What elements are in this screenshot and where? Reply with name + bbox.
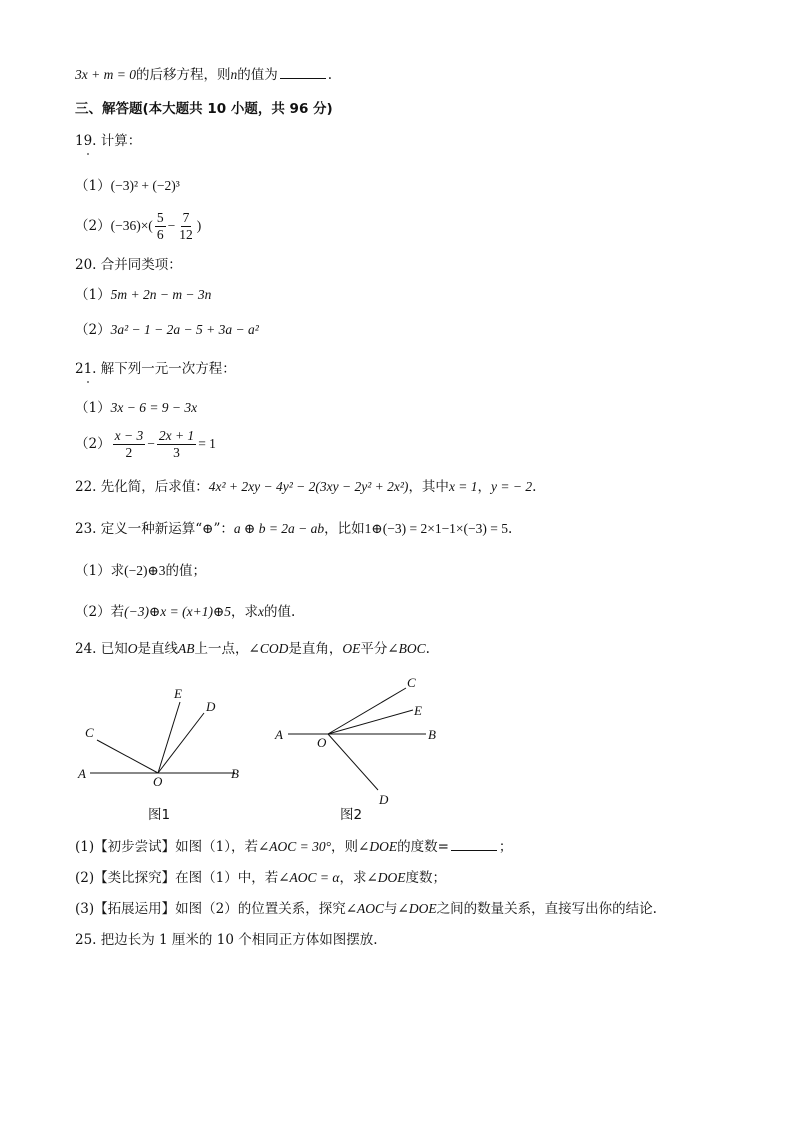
q24-p1-post: 的度数= [397, 839, 449, 855]
q19-label: 19. 计算： [75, 133, 142, 149]
q19-expr1: (−3)² + (−2)³ [110, 178, 180, 193]
q24-text: 是直线 [137, 641, 179, 657]
q21-part2 [75, 428, 216, 461]
line-ab: AB [178, 641, 195, 656]
q19-expr2-pre: (−36)×( [110, 218, 153, 233]
answer-blank[interactable] [280, 66, 326, 79]
q24-label: 24. 已知 [75, 641, 128, 657]
q24-p1-mid: ，则 [331, 839, 359, 855]
q24 [75, 640, 430, 658]
fig2-label-a: A [275, 727, 283, 742]
fig1-label-c: C [85, 725, 94, 740]
figure-1 [70, 680, 270, 810]
q23-def: a ⊕ b = 2a − ab [233, 521, 325, 536]
part-label: （1） [75, 287, 111, 303]
figure-2-caption: 图2 [340, 807, 363, 823]
prev-var: n [230, 67, 238, 82]
point-o: O [127, 641, 138, 656]
part-label: （2） [75, 218, 111, 234]
q19-part2 [75, 210, 201, 243]
fig2-label-d: D [379, 792, 389, 807]
angle-boc: ∠BOC [387, 641, 426, 656]
dot-mark [87, 153, 89, 155]
fig1-ray-oc [97, 740, 158, 773]
q23-end: . [508, 521, 513, 537]
q23-var-x: x [258, 604, 265, 619]
q22-label: 22. 先化简，后求值： [75, 479, 209, 495]
q23-p2-end: 的值. [264, 604, 296, 620]
q22-expr: 4x² + 2xy − 4y² − 2(3xy − 2y² + 2x²) [208, 479, 409, 494]
q23-expr2: (−3)⊕x = (x+1)⊕5 [124, 604, 232, 619]
prev-text-2: 的值为 [237, 67, 278, 83]
minus-sign: − [147, 436, 155, 451]
q19-part1 [75, 177, 180, 195]
fraction [155, 210, 166, 243]
q24-p1-pre: (1)【初步尝试】如图（1），若 [75, 839, 258, 855]
denominator: 2 [125, 445, 133, 460]
section-title: 三、解答题(本大题共 10 小题，共 96 分) [75, 101, 333, 117]
q24-p2-mid: ，求 [339, 870, 367, 886]
q24-part1 [75, 838, 512, 856]
equals-one: = 1 [198, 436, 216, 451]
angle-cod: ∠COD [248, 641, 289, 656]
q24-p2-expr: ∠AOC = α [278, 870, 340, 885]
fraction [177, 210, 195, 243]
fraction [113, 428, 146, 461]
q23 [75, 520, 512, 538]
fig1-ray-oe [158, 702, 180, 773]
q22 [75, 478, 536, 496]
fig2-label-o: O [317, 735, 327, 750]
fig2-ray-oe [328, 710, 413, 734]
angle-doe: ∠DOE [358, 839, 398, 854]
figure-2 [268, 672, 458, 812]
fig2-label-c: C [407, 675, 416, 690]
q20-part2 [75, 321, 259, 339]
fraction [157, 428, 196, 461]
numerator: 5 [156, 210, 164, 225]
numerator: x − 3 [114, 428, 144, 443]
prev-text: 的后移方程，则 [135, 67, 231, 83]
q23-expr1: (−2)⊕3 [124, 563, 166, 578]
fig1-ray-od [158, 713, 204, 773]
q24-end: . [425, 641, 430, 657]
q24-p3-and: 与 [384, 901, 398, 917]
fig1-label-d: D [206, 699, 216, 714]
denominator: 6 [156, 227, 164, 242]
q24-part2 [75, 869, 446, 887]
part-label: （1） [75, 178, 111, 194]
q22-where: ，其中 [408, 479, 449, 495]
q22-x: x = 1 [448, 479, 478, 494]
angle-doe: ∠DOE [397, 901, 437, 916]
q23-example: 1⊕(−3) = 2×1−1×(−3) = 5 [364, 521, 509, 536]
q24-part3 [75, 900, 657, 918]
figure-1-caption: 图1 [148, 807, 171, 823]
fig2-label-b: B [428, 727, 436, 742]
q21-label: 21. 解下列一元一次方程： [75, 361, 236, 377]
q23-p2-post: ，求 [231, 604, 259, 620]
numerator: 2x + 1 [158, 428, 195, 443]
prev-question-tail [75, 66, 332, 84]
denominator: 12 [179, 227, 193, 242]
q20-expr1: 5m + 2n − m − 3n [110, 287, 212, 302]
prev-end: . [327, 67, 333, 83]
fig1-label-o: O [153, 774, 163, 789]
angle-doe: ∠DOE [366, 870, 406, 885]
q20-expr2: 3a² − 1 − 2a − 5 + 3a − a² [110, 322, 259, 337]
q20-label: 20. 合并同类项： [75, 257, 182, 273]
minus-sign: − [167, 218, 176, 233]
fig2-ray-oc [328, 688, 406, 734]
close-paren: ) [196, 218, 202, 233]
q23-p1-post: 的值； [165, 563, 207, 579]
q22-end: . [532, 479, 537, 495]
angle-aoc: ∠AOC [345, 901, 385, 916]
q24-p2-pre: (2)【类比探究】在图（1）中，若 [75, 870, 279, 886]
fig2-label-e: E [414, 703, 422, 718]
fig1-label-a: A [78, 766, 86, 781]
q20-part1 [75, 286, 211, 304]
fig2-ray-od [328, 734, 378, 790]
q24-p3-pre: (3)【拓展运用】如图（2）的位置关系，探究 [75, 901, 346, 917]
q24-text: 是直角， [288, 641, 343, 657]
q23-part1 [75, 562, 206, 580]
denominator: 3 [173, 445, 180, 460]
q21-part1 [75, 399, 197, 417]
part-label: （1） [75, 400, 111, 416]
q25-label: 25. 把边长为 1 厘米的 10 个相同正方体如图摆放. [75, 932, 378, 948]
q22-sep: ， [477, 479, 492, 495]
q23-label: 23. 定义一种新运算“⊕”： [75, 521, 234, 537]
q24-p1-end: ； [498, 839, 513, 855]
part-label: （2）若 [75, 604, 125, 620]
part-label: （1）求 [75, 563, 125, 579]
fig1-label-e: E [174, 686, 182, 701]
prev-equation: 3x + m = 0 [75, 67, 136, 82]
q23-part2 [75, 603, 295, 621]
q23-example-pre: ，比如 [324, 521, 365, 537]
q24-text: 上一点， [194, 641, 249, 657]
q21-expr1: 3x − 6 = 9 − 3x [110, 400, 198, 415]
q24-p2-post: 度数； [405, 870, 447, 886]
part-label: （2） [75, 322, 111, 338]
dot-mark [87, 381, 89, 383]
q22-y: y = − 2 [491, 479, 533, 494]
answer-blank[interactable] [451, 838, 497, 851]
q24-p1-expr: ∠AOC = 30° [257, 839, 332, 854]
q24-text: 平分 [360, 641, 388, 657]
numerator: 7 [182, 210, 190, 225]
part-label: （2） [75, 436, 111, 452]
q24-p3-post: 之间的数量关系，直接写出你的结论. [436, 901, 657, 917]
fig1-label-b: B [231, 766, 239, 781]
ray-oe: OE [342, 641, 361, 656]
